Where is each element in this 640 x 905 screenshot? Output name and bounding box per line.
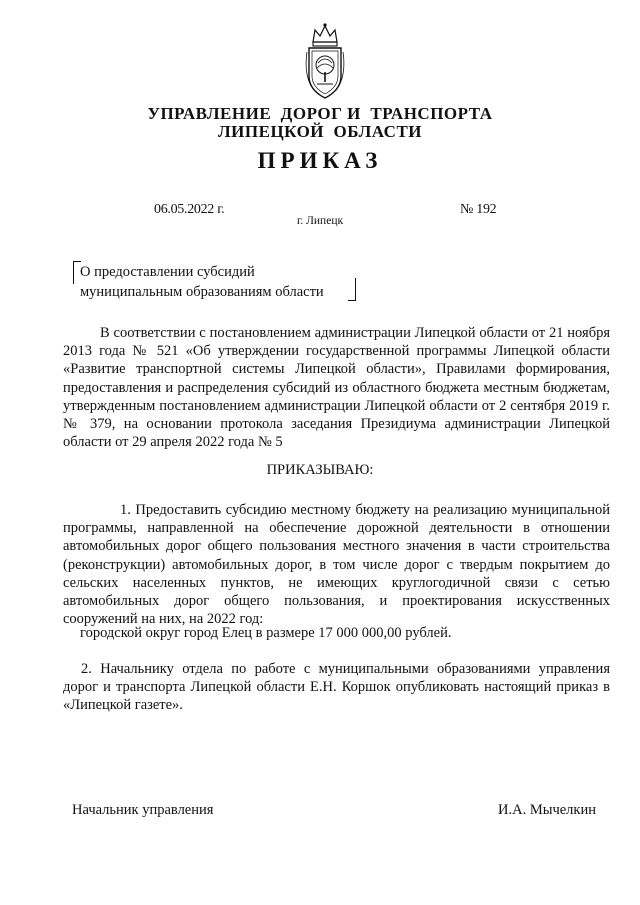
document-subject bbox=[80, 262, 324, 302]
signatory-position: Начальник управления bbox=[72, 802, 214, 818]
preamble-paragraph: В соответствии с постановлением администрации Липецкой области от 21 ноября 2013 года № 521 «Об утверждении государственной программы Липецкой области «Развитие транспортной системы Липецкой области», Правилами формирования, предоставления и распределения субсидий из областного бюджета местным бюджетам, утвержденным постановлением администрации Липецкой области от 2 сентября 2019 г. № 379, на основании протокола заседания Президиума администрации Липецкой области от 29 апреля 2022 года № 5 bbox=[63, 325, 610, 451]
signatory-name: И.А. Мычелкин bbox=[498, 802, 596, 818]
subject-line1: О предоставлении субсидий bbox=[80, 264, 255, 280]
document-city: г. Липецк bbox=[296, 215, 344, 227]
order-heading: ПРИКАЗЫВАЮ: bbox=[266, 462, 374, 478]
organization-name-line2: ЛИПЕЦКОЙ ОБЛАСТИ bbox=[218, 122, 422, 141]
subject-line2: муниципальным образованиям области bbox=[80, 284, 324, 300]
subject-bracket-right bbox=[348, 278, 356, 301]
organization-name-line1: УПРАВЛЕНИЕ ДОРОГ И ТРАНСПОРТА bbox=[147, 104, 493, 123]
order-item-2: 2. Начальнику отдела по работе с муниципальными образованиями управления дорог и транспорта Липецкой области Е.Н. Коршок опубликовать настоящий приказ в «Липецкой газете». bbox=[63, 661, 610, 714]
document-date: 06.05.2022 г. bbox=[154, 202, 225, 217]
order-item-1: 1. Предоставить субсидию местному бюджету на реализацию муниципальной программы, направленной на обеспечение дорожной деятельности в отношении автомобильных дорог общего пользования местного значения в части строительства (реконструкции) автомобильных дорог, в том числе дорог с твердым покрытием до сельских населенных пунктов, не имеющих круглогодичной связи с сетью автомобильных дорог общего пользования, и проектирования искусственных сооружений на них, на 2022 год: bbox=[63, 502, 610, 628]
document-type-title: ПРИКАЗ bbox=[257, 148, 383, 173]
document-number: № 192 bbox=[460, 202, 497, 217]
order-item-1-detail: городской округ город Елец в размере 17 000 000,00 рублей. bbox=[80, 625, 452, 641]
coat-of-arms-icon bbox=[303, 22, 347, 102]
